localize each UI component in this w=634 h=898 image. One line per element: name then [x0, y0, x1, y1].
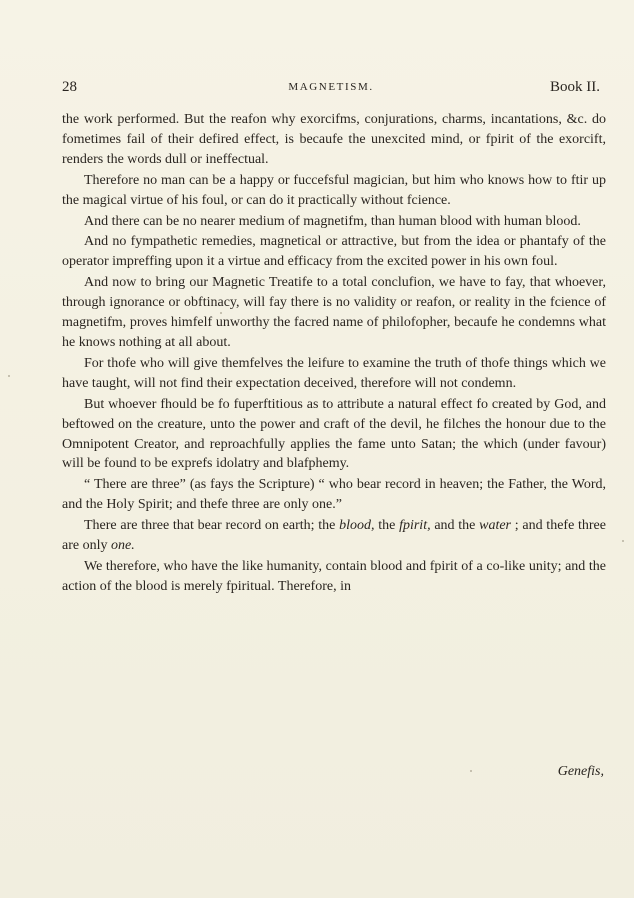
paragraph: the work performed. But the reafon why exorcifms, conjurations, charms, incantations, &c. do fometimes fail of their defired effect, is becaufe the unexcited mind, or fpirit of the exorcift, renders the words dull or ineffectual. [62, 112, 606, 167]
book-label: Book II. [550, 79, 600, 95]
paragraph: We therefore, who have the like humanity, contain blood and fpirit of a co-like unity; and the action of the blood is merely fpiritual. Therefore, in [62, 558, 606, 594]
paper-speck [470, 770, 472, 772]
running-title: MAGNETISM. [288, 81, 374, 93]
text-run: ; and thefe three are only [62, 518, 606, 554]
paper-speck [8, 375, 10, 377]
catchword: Genefis, [557, 764, 604, 779]
italic-spirit: fpirit, [399, 518, 431, 534]
paper-speck [220, 312, 222, 314]
paragraph-earth-record [62, 516, 606, 556]
paragraph: But whoever fhould be fo fuperftitious as to attribute a natural effect fo created by God, and beftowed on the creature, unto the power and craft of the devil, he filches the honour due to the Omnipotent Creator, and reproachfully applies the fame unto Satan; the which (under favour) will be found to be exprefs idolatry and blafphemy. [62, 396, 606, 472]
paragraph: “ There are three” (as fays the Scripture) “ who bear record in heaven; the Father, the Word, and the Holy Spirit; and thefe three are only one.” [62, 477, 606, 513]
paragraph: For thofe who will give themfelves the leifure to examine the truth of thofe things which we have taught, will not find their expectation deceived, therefore will not condemn. [62, 355, 606, 391]
text-run: and the [430, 518, 480, 534]
paragraph: And there can be no nearer medium of magnetifm, than human blood with human blood. [84, 213, 581, 229]
paragraph: Therefore no man can be a happy or fuccefsful magician, but him who knows how to ftir up the magical virtue of his foul, or can do it practically without fcience. [62, 172, 606, 208]
italic-blood: blood, [339, 518, 375, 534]
paragraph: And no fympathetic remedies, magnetical or attractive, but from the idea or phantafy of the operator impreffing upon it a virtue and efficacy from the excited power in his own foul. [62, 234, 606, 270]
italic-one: one. [110, 538, 135, 554]
page-header [62, 79, 600, 101]
body-text [62, 110, 606, 598]
text-run: the [374, 518, 400, 534]
paragraph: And now to bring our Magnetic Treatife to a total conclufion, we have to fay, that whoever, through ignorance or obftinacy, will fay there is no validity or reafon, or reality in the fcience of magnetifm, proves himfelf unworthy the facred name of philofopher, becaufe he condemns what he knows nothing at all about. [62, 275, 606, 350]
paper-speck [622, 540, 624, 542]
italic-water: water [479, 518, 511, 534]
page-number: 28 [62, 79, 77, 95]
text-run: There are three that bear record on earth; the [84, 518, 340, 534]
